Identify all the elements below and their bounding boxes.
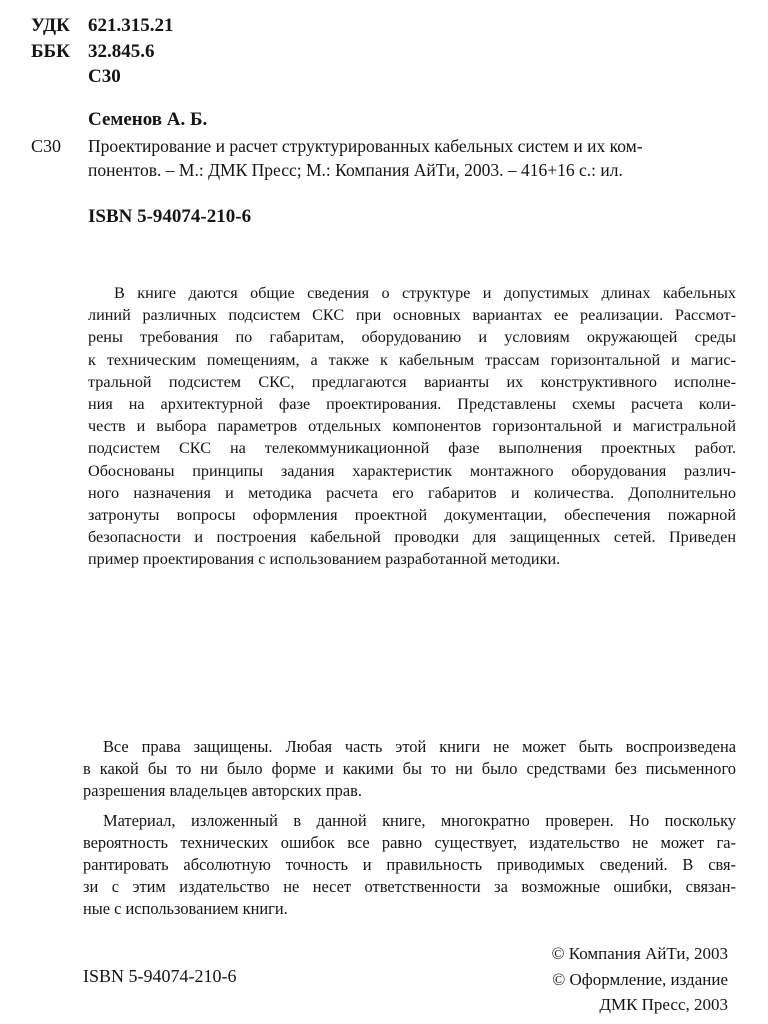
annotation-paragraph [88, 282, 736, 571]
annotation-line: честв и выбора параметров отдельных компонентов горизонтальной и магистральной [88, 417, 736, 436]
annotation-line: затронуты вопросы оформления проектной документации, обеспечения пожарной [88, 506, 736, 525]
isbn-header: ISBN 5-94074-210-6 [88, 206, 252, 227]
annotation-line: пример проектирования с использованием разработанной методики. [88, 550, 561, 569]
disclaimer-line: зи с этим издательство не несет ответственности за возможные ошибки, связан- [83, 877, 736, 897]
disclaimer-line: ные с использованием книги. [83, 899, 288, 919]
annotation-line: Обоснованы принципы задания характеристик монтажного оборудования различ- [88, 461, 736, 480]
disclaimer-paragraph [83, 810, 736, 921]
annotation-line: тральной подсистем СКС, предлагаются варианты их конструктивного исполне- [88, 372, 736, 391]
bbk-value: 32.845.6 [88, 41, 155, 62]
side-author-mark: С30 [31, 136, 62, 156]
annotation-line: ного назначения и методика расчета его габаритов и количества. Дополнительно [88, 483, 736, 502]
annotation-line: В книге даются общие сведения о структуре и допустимых длинах кабельных [114, 284, 736, 302]
copyright-line-2: © Оформление, издание [552, 970, 728, 989]
copyright-line-3: ДМК Пресс, 2003 [599, 995, 728, 1014]
annotation-line: рены требования по габаритам, оборудованию и условиям окружающей среды [88, 328, 736, 347]
disclaimer-line: рантировать абсолютную точность и правильность приводимых сведений. В свя- [83, 855, 736, 875]
rights-line: Все права защищены. Любая часть этой книги не может быть воспроизведена [103, 737, 736, 756]
disclaimer-line: Материал, изложенный в данной книге, многократно проверен. Но поскольку [103, 810, 736, 830]
annotation-line: подсистем СКС на телекоммуникационной фазе выполнения проектных работ. [88, 439, 736, 458]
disclaimer-line: вероятность технических ошибок все равно существует, издательство не может га- [83, 832, 736, 852]
bbk-label: ББК [31, 41, 70, 62]
annotation-line: линий различных подсистем СКС при основных вариантах ее реализации. Рассмот- [88, 306, 736, 325]
rights-notice [83, 736, 736, 921]
rights-line: в какой бы то ни было форме и какими бы то ни было средствами без письменного [83, 759, 736, 779]
bibliography-line-1: Проектирование и расчет структурированных кабельных систем и их ком- [88, 136, 643, 156]
annotation-line: безопасности и построения кабельной проводки для защищенных сетей. Приведен [88, 528, 736, 547]
isbn-footer: ISBN 5-94074-210-6 [83, 966, 237, 986]
author-mark: С30 [88, 66, 121, 87]
annotation-line: к техническим помещениям, а также к кабельным трассам горизонтальной и магис- [88, 350, 736, 369]
copyright-line-1: © Компания АйТи, 2003 [551, 944, 728, 963]
annotation-line: ния на архитектурной фазе проектирования. Представлены схемы расчета коли- [88, 395, 736, 414]
author-name: Семенов А. Б. [88, 109, 208, 130]
rights-line: разрешения владельцев авторских прав. [83, 781, 362, 801]
udk-value: 621.315.21 [88, 15, 174, 36]
bibliography-line-2: понентов. – М.: ДМК Пресс; М.: Компания АйТи, 2003. – 416+16 с.: ил. [88, 160, 623, 180]
udk-label: УДК [31, 15, 70, 36]
